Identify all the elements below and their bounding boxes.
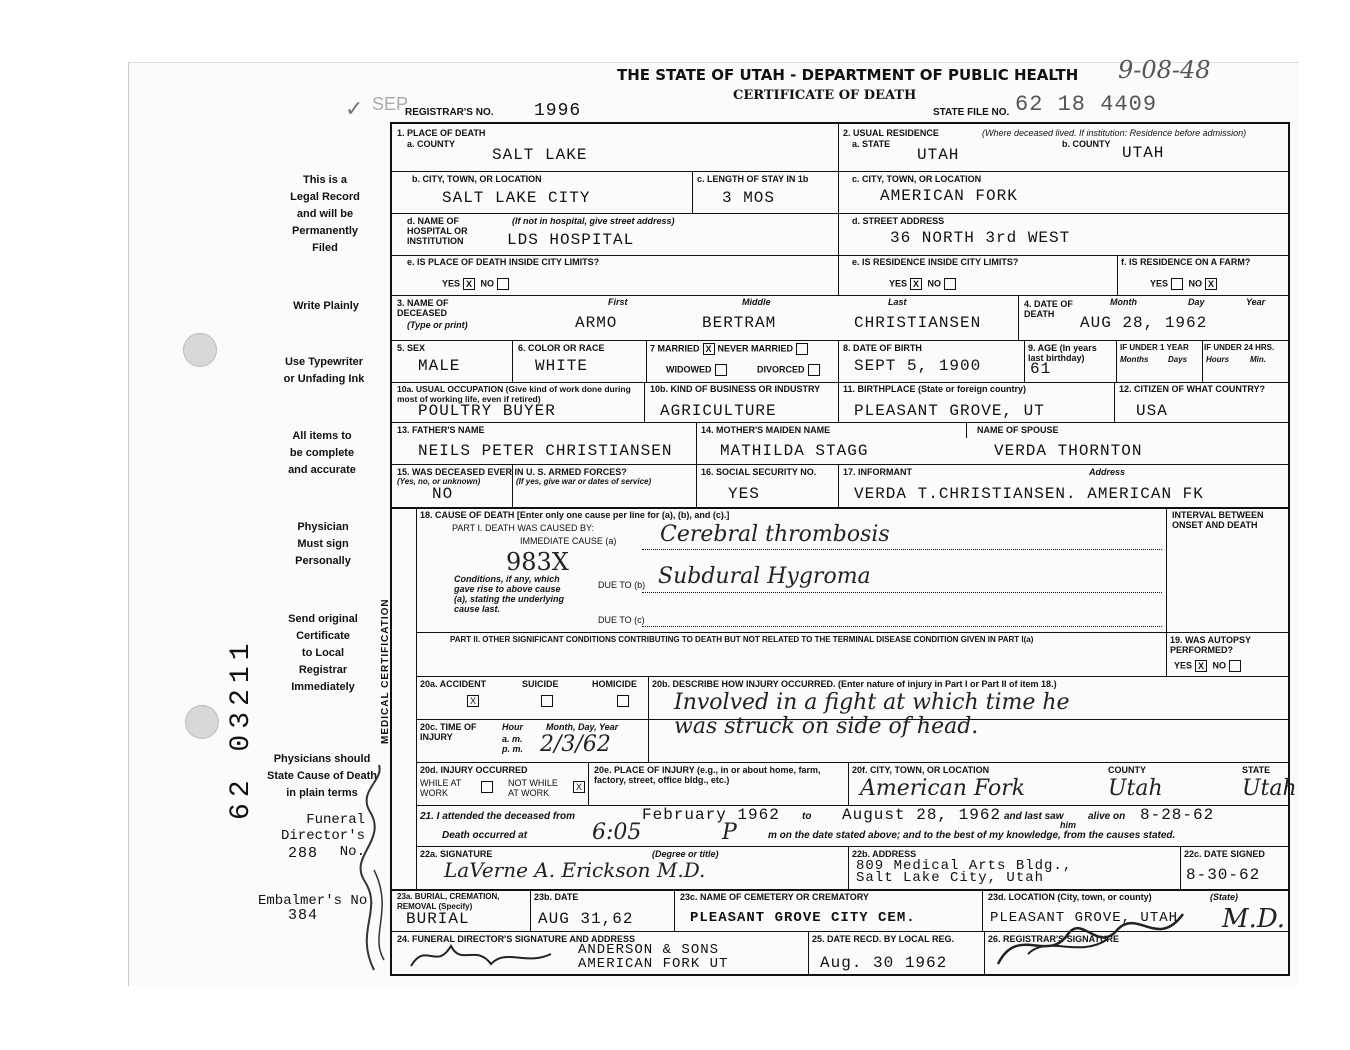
label-hour: Hour: [502, 722, 523, 732]
funeral-home-city: AMERICAN FORK UT: [578, 956, 729, 972]
marital-status-checks: 7 MARRIED X NEVER MARRIED: [650, 343, 811, 355]
label-mother: 14. MOTHER'S MAIDEN NAME: [701, 425, 831, 435]
label-informant: 17. INFORMANT: [843, 467, 913, 477]
label-war-dates: (If yes, give war or dates of service): [516, 477, 652, 486]
hospital-value: LDS HOSPITAL: [507, 231, 635, 249]
label-suicide: SUICIDE: [522, 679, 559, 689]
label-race: 6. COLOR OR RACE: [518, 343, 605, 353]
burial-date-value: AUG 31,62: [538, 910, 634, 928]
label-injury-city: 20f. CITY, TOWN, OR LOCATION: [852, 765, 990, 775]
checkbox-yes-checked[interactable]: X: [1195, 660, 1207, 672]
physician-address-line1: 809 Medical Arts Bldg.,: [856, 858, 1073, 874]
informant-value: VERDA T.CHRISTIANSEN. AMERICAN FK: [854, 485, 1204, 503]
checkbox-no[interactable]: [497, 278, 509, 290]
race-value: WHITE: [535, 357, 589, 375]
label-first: First: [608, 297, 628, 307]
label-due-to-c: DUE TO (c): [598, 615, 645, 625]
attended-to-value: August 28, 1962: [842, 806, 1002, 824]
label-accident: 20a. ACCIDENT: [420, 679, 487, 689]
burial-type-value: BURIAL: [406, 910, 470, 928]
death-inside-city-checks: YES X NO: [442, 278, 512, 290]
label-months: Months: [1120, 355, 1149, 364]
label-hospital: d. NAME OF HOSPITAL OR INSTITUTION: [407, 216, 468, 246]
date-of-birth-value: SEPT 5, 1900: [854, 357, 982, 375]
label-name-of-deceased: 3. NAME OF DECEASED: [397, 298, 449, 318]
checkbox-suicide[interactable]: [541, 695, 553, 707]
label-date-stated: m on the date stated above; and to the best of my knowledge, from the causes stated.: [768, 830, 1176, 841]
ssn-value: YES: [728, 485, 760, 503]
label-injury-state: STATE: [1242, 765, 1271, 775]
checkbox-yes-checked[interactable]: X: [910, 278, 922, 290]
label-part-2: PART II. OTHER SIGNIFICANT CONDITIONS CONTRIBUTING TO DEATH BUT NOT RELATED TO THE TERMINAL DISEASE CONDITION GIVEN IN PART I(a): [450, 635, 1034, 644]
checkbox-accident-checked[interactable]: X: [467, 695, 479, 707]
date-of-death-value: AUG 28, 1962: [1080, 314, 1208, 332]
embalmer-label: Embalmer's No.: [258, 893, 376, 909]
label-him: him: [1060, 820, 1077, 830]
label-am: a. m.: [502, 734, 523, 744]
label-physician-address: 22b. ADDRESS: [852, 849, 917, 859]
label-place-of-death: 1. PLACE OF DEATH: [397, 128, 486, 138]
occupation-value: POULTRY BUYER: [418, 402, 556, 420]
birthplace-value: PLEASANT GROVE, UT: [854, 402, 1045, 420]
death-time-pm: P: [722, 820, 737, 845]
registrar-signature: [988, 894, 1188, 972]
marital-status-checks-2: WIDOWED DIVORCED: [666, 364, 823, 376]
label-month: Month: [1110, 297, 1137, 307]
injury-city-value: American Fork: [860, 776, 1026, 801]
check-mark: ✓: [345, 96, 364, 121]
label-month-day-year: Month, Day, Year: [546, 722, 619, 732]
label-industry: 10b. KIND OF BUSINESS OR INDUSTRY: [650, 384, 821, 394]
label-part-1: PART I. DEATH WAS CAUSED BY:: [452, 523, 595, 533]
checkbox-homicide[interactable]: [617, 695, 629, 707]
label-hours: Hours: [1206, 355, 1230, 364]
label-under-24-hrs: IF UNDER 24 HRS.: [1204, 343, 1275, 352]
label-interval: INTERVAL BETWEEN ONSET AND DEATH: [1172, 510, 1264, 530]
label-county: a. COUNTY: [407, 139, 456, 149]
label-attended-from: 21. I attended the deceased from: [420, 811, 576, 822]
funeral-director-number: 288: [288, 845, 319, 862]
deceased-last-name: CHRISTIANSEN: [854, 314, 982, 332]
registrar-signature-md: M.D.: [1222, 904, 1286, 934]
street-address-value: 36 NORTH 3rd WEST: [890, 229, 1071, 247]
physician-address-line2: Salt Lake City, Utah: [856, 870, 1045, 886]
label-type-or-print: (Type or print): [407, 320, 468, 330]
residence-inside-city-checks: YES X NO: [889, 278, 959, 290]
label-middle: Middle: [742, 297, 771, 307]
label-cause-of-death: 18. CAUSE OF DEATH [Enter only one cause per line for (a), (b), and (c).]: [420, 510, 730, 520]
label-ssn: 16. SOCIAL SECURITY NO.: [701, 467, 817, 477]
death-county-value: SALT LAKE: [492, 146, 588, 164]
label-date-of-death: 4. DATE OF DEATH: [1024, 299, 1073, 319]
checkbox-married-checked[interactable]: X: [703, 343, 715, 355]
label-day: Day: [1188, 297, 1205, 307]
injury-state-value: Utah: [1242, 776, 1297, 801]
immediate-cause-value: Cerebral thrombosis: [660, 522, 890, 547]
physicians-state-note: Physicians should State Cause of Death in plain terms: [266, 753, 378, 799]
label-date-of-birth: 8. DATE OF BIRTH: [843, 343, 922, 353]
burial-location-value: PLEASANT GROVE, UTAH: [990, 910, 1179, 926]
deceased-first-name: ARMO: [575, 314, 618, 332]
age-value: 61: [1030, 360, 1052, 378]
label-autopsy: 19. WAS AUTOPSY PERFORMED?: [1170, 635, 1251, 655]
checkbox-no[interactable]: [1229, 660, 1241, 672]
label-street-address: d. STREET ADDRESS: [852, 216, 945, 226]
residence-state-value: UTAH: [917, 146, 960, 164]
citizen-value: USA: [1136, 402, 1168, 420]
armed-forces-value: NO: [432, 485, 454, 503]
label-homicide: HOMICIDE: [592, 679, 637, 689]
label-due-to-b: DUE TO (b): [598, 580, 646, 590]
label-while-at-work: WHILE AT WORK: [420, 778, 462, 798]
label-cemetery: 23c. NAME OF CEMETERY OR CREMATORY: [680, 892, 869, 902]
write-plainly-note: Write Plainly: [293, 300, 359, 312]
label-residence-city: c. CITY, TOWN, OR LOCATION: [852, 174, 982, 184]
death-city-value: SALT LAKE CITY: [442, 189, 591, 207]
sex-value: MALE: [418, 357, 461, 375]
label-burial-date: 23b. DATE: [534, 892, 579, 902]
label-residence-note: (Where deceased lived. If institution: Residence before admission): [982, 128, 1247, 138]
label-burial-state: (State): [1210, 892, 1239, 902]
label-to: to: [802, 811, 812, 822]
label-not-while-at-work: NOT WHILE AT WORK: [508, 778, 558, 798]
label-armed-forces: 15. WAS DECEASED EVER IN U. S. ARMED FORCES?: [397, 467, 627, 477]
cemetery-value: PLEASANT GROVE CITY CEM.: [690, 910, 916, 926]
cause-code-value: 983X: [506, 548, 569, 576]
death-certificate-form: [380, 122, 1297, 976]
checkbox-no-checked[interactable]: X: [1205, 278, 1217, 290]
label-date-received: 25. DATE RECD. BY LOCAL REG.: [812, 934, 955, 944]
checkbox-widowed[interactable]: [715, 364, 727, 376]
label-occupation: 10a. USUAL OCCUPATION (Give kind of work done during most of working life, even if retired): [397, 384, 631, 404]
father-value: NEILS PETER CHRISTIANSEN: [418, 442, 673, 460]
embalmer-number: 384: [288, 907, 319, 924]
label-conditions: Conditions, if any, which gave rise to above cause (a), stating the underlying cause last.: [454, 574, 565, 614]
legal-record-note: This is a Legal Record and will be Permanently Filed: [290, 174, 360, 254]
length-of-stay-value: 3 MOS: [722, 189, 776, 207]
label-days: Days: [1168, 355, 1188, 364]
label-birthplace: 11. BIRTHPLACE (State or foreign country): [843, 384, 1027, 394]
label-injury-county: COUNTY: [1108, 765, 1146, 775]
label-burial-location: 23d. LOCATION (City, town, or county): [988, 892, 1152, 902]
header-certificate-title: CERTIFICATE OF DEATH: [733, 88, 917, 103]
checkbox-while-at-work[interactable]: [481, 781, 493, 793]
funeral-director-label: Funeral Director's No.: [280, 812, 365, 860]
injury-date-value: 2/3/62: [540, 732, 611, 757]
received-stamp: SEP: [372, 94, 409, 114]
spouse-value: VERDA THORNTON: [994, 442, 1143, 460]
label-residence-inside-city: e. IS RESIDENCE INSIDE CITY LIMITS?: [852, 257, 1019, 267]
label-funeral-director: 24. FUNERAL DIRECTOR'S SIGNATURE AND ADDRESS: [397, 934, 635, 944]
checkbox-yes[interactable]: [1171, 278, 1183, 290]
state-file-number: 62 18 4409: [1015, 92, 1158, 117]
label-injury-occurred: 20d. INJURY OCCURRED: [420, 765, 528, 775]
date-received-value: Aug. 30 1962: [820, 954, 948, 972]
label-death-occurred-at: Death occurred at: [442, 830, 528, 841]
label-alive-on: alive on: [1088, 811, 1126, 822]
typewriter-note: Use Typewriter or Unfading Ink: [283, 356, 365, 385]
vertical-certificate-number: 62 03211: [226, 637, 257, 820]
label-date-signed: 22c. DATE SIGNED: [1184, 849, 1265, 859]
label-under-1-year: IF UNDER 1 YEAR: [1120, 343, 1189, 352]
attended-from-value: February 1962: [642, 806, 780, 824]
label-father: 13. FATHER'S NAME: [397, 425, 485, 435]
label-sex: 5. SEX: [397, 343, 426, 353]
residence-city-value: AMERICAN FORK: [880, 187, 1018, 205]
medical-certification-label: MEDICAL CERTIFICATION: [380, 598, 391, 744]
label-residence-farm: f. IS RESIDENCE ON A FARM?: [1121, 257, 1251, 267]
label-min: Min.: [1250, 355, 1266, 364]
injury-description-line2: was struck on side of head.: [674, 714, 979, 739]
physician-sign-note: Physician Must sign Personally: [295, 521, 351, 567]
death-time-value: 6:05: [592, 820, 642, 845]
date-signed-value: 8-30-62: [1186, 866, 1261, 884]
label-last-saw: and last saw: [1004, 811, 1064, 822]
label-place-of-injury: 20e. PLACE OF INJURY (e.g., in or about home, farm, factory, street, office bldg., etc.): [594, 765, 821, 785]
label-informant-address: Address: [1089, 467, 1126, 477]
label-last: Last: [888, 297, 907, 307]
label-burial-type: 23a. BURIAL, CREMATION, REMOVAL (Specify): [397, 892, 500, 911]
corner-date: 9-08-48: [1118, 56, 1211, 84]
label-immediate-cause: IMMEDIATE CAUSE (a): [520, 536, 617, 546]
label-death-inside-city: e. IS PLACE OF DEATH INSIDE CITY LIMITS?: [407, 257, 600, 267]
industry-value: AGRICULTURE: [660, 402, 777, 420]
checkbox-yes-checked[interactable]: X: [463, 278, 475, 290]
complete-note: All items to be complete and accurate: [288, 430, 356, 476]
residence-county-value: UTAH: [1122, 144, 1165, 162]
label-describe-injury: 20b. DESCRIBE HOW INJURY OCCURRED. (Enter nature of injury in Part I or Part II of item 18.): [652, 679, 1057, 689]
mother-value: MATHILDA STAGG: [720, 442, 869, 460]
registrar-label: REGISTRAR'S NO.: [405, 107, 494, 118]
alive-on-value: 8-28-62: [1140, 806, 1215, 824]
funeral-director-signature: [406, 936, 556, 972]
checkbox-divorced[interactable]: [808, 364, 820, 376]
label-yes-no-unknown: (Yes, no, or unknown): [397, 477, 481, 486]
checkbox-not-while-at-work-checked[interactable]: X: [573, 781, 585, 793]
funeral-home-value: ANDERSON & SONS: [578, 942, 720, 958]
label-pm: p. m.: [502, 744, 524, 754]
label-death-city: b. CITY, TOWN, OR LOCATION: [412, 174, 542, 184]
checkbox-never-married[interactable]: [796, 343, 808, 355]
state-file-label: STATE FILE NO.: [933, 107, 1010, 118]
label-citizen: 12. CITIZEN OF WHAT COUNTRY?: [1119, 384, 1265, 394]
deceased-middle-name: BERTRAM: [702, 314, 777, 332]
label-residence-county: b. COUNTY: [1062, 139, 1111, 149]
autopsy-checks: YES X NO: [1174, 660, 1244, 672]
label-spouse: NAME OF SPOUSE: [977, 425, 1059, 435]
send-original-note: Send original Certificate to Local Registrar Immediately: [288, 613, 358, 693]
physician-signature: LaVerne A. Erickson M.D.: [444, 858, 706, 882]
label-usual-residence: 2. USUAL RESIDENCE: [843, 128, 939, 138]
label-time-of-injury: 20c. TIME OF INJURY: [420, 722, 477, 742]
checkbox-no[interactable]: [944, 278, 956, 290]
label-age: 9. AGE (In years last birthday): [1028, 343, 1097, 363]
label-length-of-stay: c. LENGTH OF STAY IN 1b: [697, 174, 809, 184]
label-year: Year: [1246, 297, 1266, 307]
label-degree: (Degree or title): [652, 849, 719, 859]
injury-description-line1: Involved in a fight at which time he: [674, 690, 1070, 715]
due-to-b-value: Subdural Hygroma: [658, 564, 871, 589]
label-hospital-note: (If not in hospital, give street address): [512, 216, 675, 226]
injury-county-value: Utah: [1108, 776, 1163, 801]
punch-hole: [185, 705, 219, 739]
residence-farm-checks: YES NO X: [1150, 278, 1220, 290]
registrar-number: 1996: [534, 101, 582, 121]
label-signature: 22a. SIGNATURE: [420, 849, 493, 859]
label-registrar-signature: 26. REGISTRAR'S SIGNATURE: [988, 934, 1119, 944]
punch-hole: [183, 333, 217, 367]
header-state-department: THE STATE OF UTAH - DEPARTMENT OF PUBLIC HEALTH: [617, 66, 1079, 84]
label-residence-state: a. STATE: [852, 139, 891, 149]
